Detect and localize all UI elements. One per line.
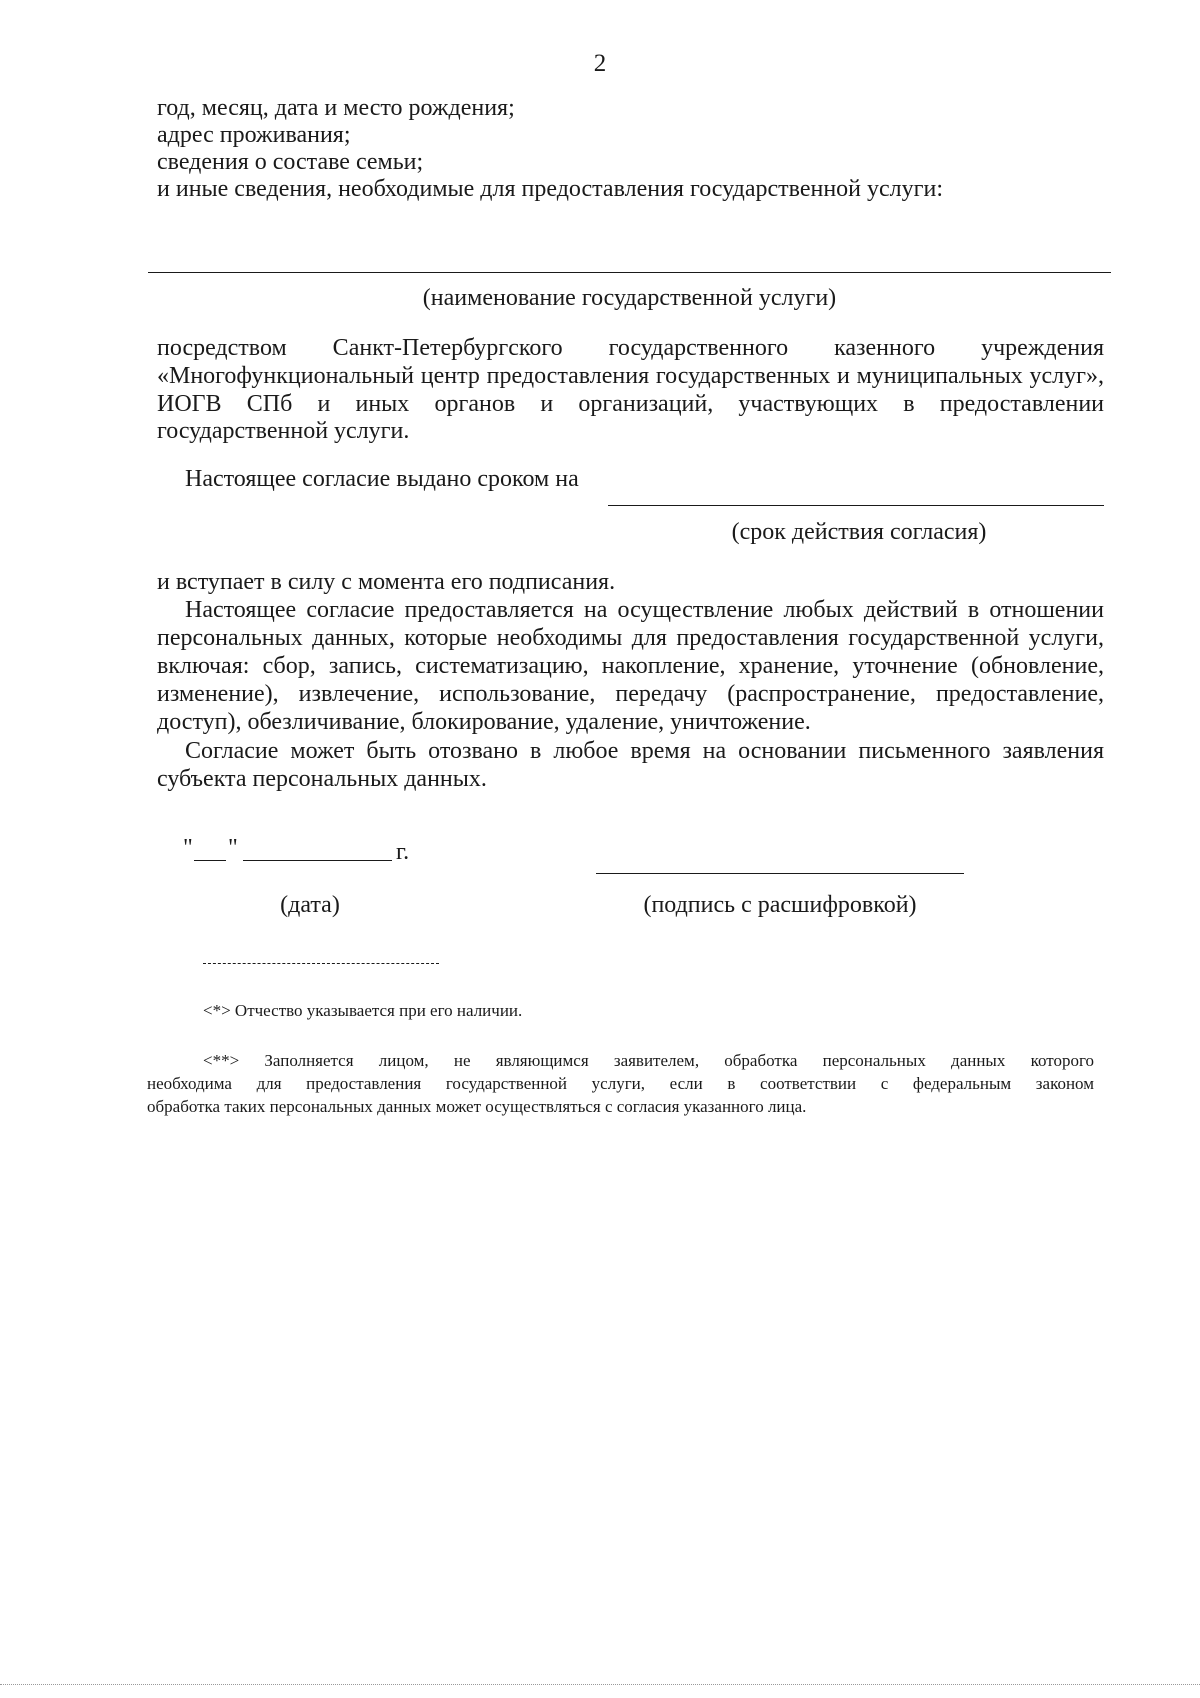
page-number: 2 (593, 50, 607, 77)
service-name-caption: (наименование государственной услуги) (422, 285, 837, 311)
footnote-1: <*> Отчество указывается при его наличии. (203, 1001, 523, 1020)
actions-paragraph-line-2: персональных данных, которые необходимы для предоставления государственной услуги, (157, 625, 1104, 651)
date-quote-close: " (228, 835, 238, 861)
footnote-separator (203, 963, 439, 964)
intro-line-other: и иные сведения, необходимые для предоставления государственной услуги: (157, 176, 943, 202)
term-blank (608, 505, 1104, 506)
intro-line-address: адрес проживания; (157, 122, 351, 148)
term-label: Настоящее согласие выдано сроком на (185, 466, 579, 492)
date-day-blank (194, 860, 226, 861)
via-paragraph-line-3: ИОГВ СПб и иных органов и организаций, участвующих в предоставлении (157, 391, 1104, 417)
footnote-2-line-3: обработка таких персональных данных может осуществляться с согласия указанного лица. (147, 1097, 807, 1116)
withdraw-paragraph-line-2: субъекта персональных данных. (157, 766, 487, 792)
footnote-2-line-1: <**> Заполняется лицом, не являющимся заявителем, обработка персональных данных которого (203, 1051, 1094, 1070)
term-caption: (срок действия согласия) (731, 519, 987, 545)
date-suffix: г. (396, 839, 410, 865)
effect-text: и вступает в силу с момента его подписания. (157, 569, 616, 595)
actions-paragraph-line-1: Настоящее согласие предоставляется на осуществление любых действий в отношении (185, 597, 1104, 623)
actions-paragraph-line-4: изменение), извлечение, использование, передачу (распространение, предоставление, (157, 681, 1104, 707)
actions-paragraph-line-3: включая: сбор, запись, систематизацию, накопление, хранение, уточнение (обновление, (157, 653, 1104, 679)
date-quote-open: " (183, 835, 193, 861)
intro-line-family: сведения о составе семьи; (157, 149, 424, 175)
service-name-blank (148, 272, 1111, 273)
signature-caption: (подпись с расшифровкой) (643, 892, 917, 918)
withdraw-paragraph-line-1: Согласие может быть отозвано в любое время на основании письменного заявления (185, 738, 1104, 764)
via-paragraph-line-1: посредством Санкт-Петербургского государственного казенного учреждения (157, 335, 1104, 361)
scan-edge-artifact (0, 1684, 1200, 1685)
footnote-2-line-2: необходима для предоставления государственной услуги, если в соответствии с федеральным законом (147, 1074, 1094, 1093)
signature-blank (596, 873, 964, 874)
actions-paragraph-line-5: доступ), обезличивание, блокирование, удаление, уничтожение. (157, 709, 811, 735)
intro-line-birth: год, месяц, дата и место рождения; (157, 95, 515, 121)
date-month-blank (243, 860, 392, 861)
date-caption: (дата) (280, 892, 340, 918)
via-paragraph-line-2: «Многофункциональный центр предоставления государственных и муниципальных услуг», (157, 363, 1104, 389)
via-paragraph-line-4: государственной услуги. (157, 418, 410, 444)
